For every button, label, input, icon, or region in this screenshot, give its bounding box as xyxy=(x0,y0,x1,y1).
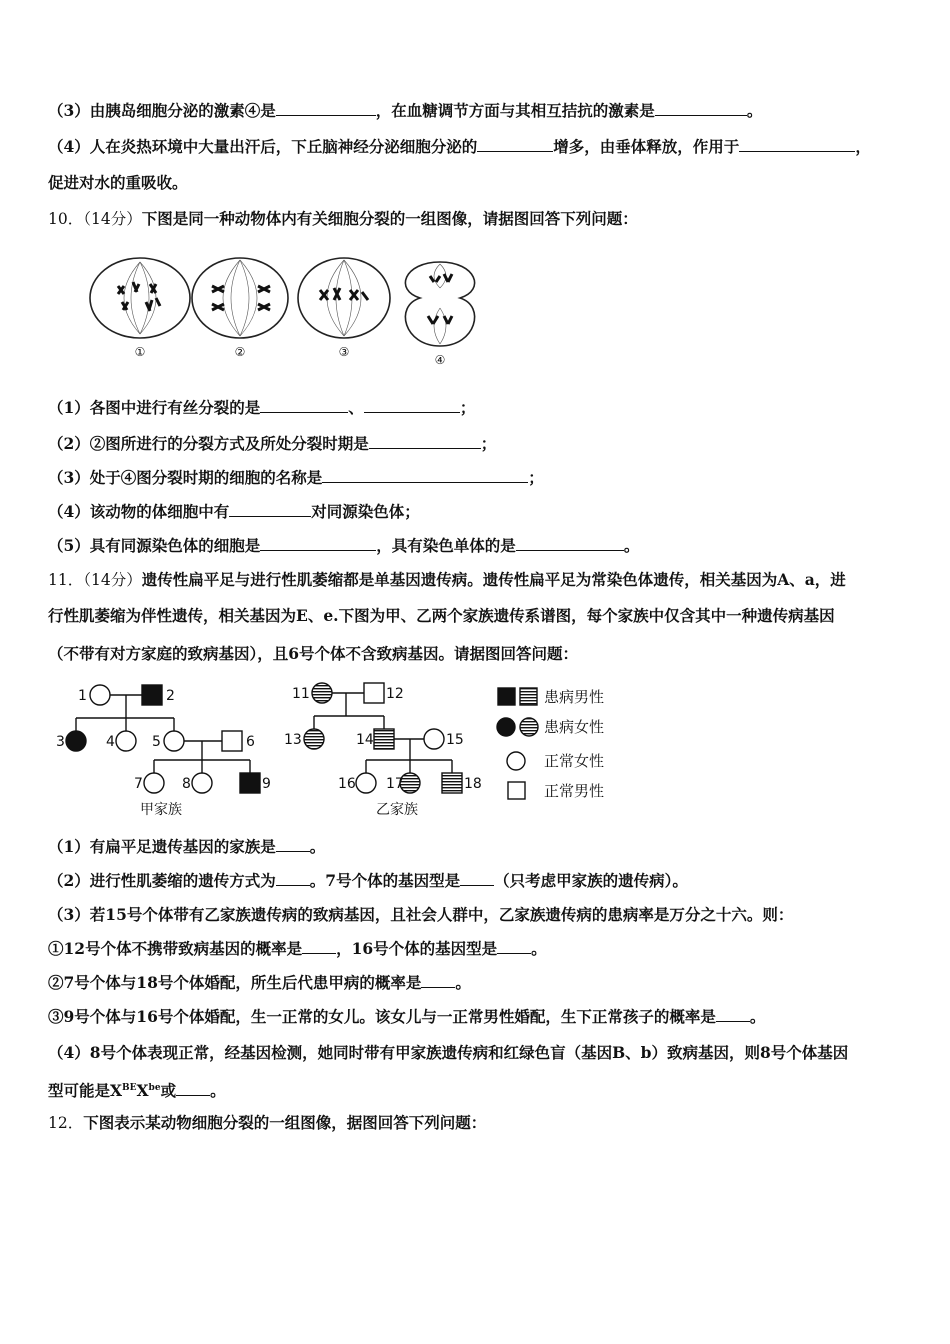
q10-sub5-text-c: 。 xyxy=(623,536,640,555)
q12-stem xyxy=(48,1112,910,1134)
individual-5 xyxy=(164,731,184,751)
answer-blank[interactable] xyxy=(497,938,531,954)
cell-3 xyxy=(298,258,390,338)
q9-part3 xyxy=(48,100,910,122)
legend-affected-female-solid xyxy=(497,718,515,736)
q9-part3-text-a: （3）由胰岛细胞分泌的激素④是 xyxy=(48,101,276,120)
id-label-4: 4 xyxy=(106,734,115,750)
answer-blank[interactable] xyxy=(739,136,855,152)
q10-sub1-text-a: （1）各图中进行有丝分裂的是 xyxy=(48,398,261,417)
q11-sub2-text-c: （只考虑甲家族的遗传病）。 xyxy=(494,871,688,890)
q9-part4-cont: 促进对水的重吸收。 xyxy=(48,173,188,192)
id-label-9: 9 xyxy=(262,776,271,792)
q11-sub1-text-a: （1）有扁平足遗传基因的家族是 xyxy=(48,837,276,856)
q10-sub1-text-c: ； xyxy=(459,398,476,417)
q11-sub3-2-text-b: 。 xyxy=(455,973,471,992)
q11-sub2 xyxy=(48,870,910,892)
id-label-1: 1 xyxy=(78,688,87,704)
answer-blank[interactable] xyxy=(421,972,455,988)
q11-sub2-text-b: 。7号个体的基因型是 xyxy=(309,871,461,890)
cell-label-4: ④ xyxy=(434,353,446,367)
q11-sub3-1-text-b: ，16号个体的基因型是 xyxy=(336,939,498,958)
q10-sub3-text-a: （3）处于④图分裂时期的细胞的名称是 xyxy=(48,468,323,487)
q11-sub4-line1: （4）8号个体表现正常，经基因检测，她同时带有甲家族遗传病和红绿色盲（基因B、b）致病基因，则8号个体基因 xyxy=(48,1043,849,1062)
id-label-17: 17 xyxy=(386,776,404,792)
q11-sub3-2-text-a: ②7号个体与18号个体婚配，所生后代患甲病的概率是 xyxy=(48,973,422,992)
answer-blank[interactable] xyxy=(477,136,553,152)
legend-label-normal-female: 正常女性 xyxy=(544,752,605,770)
legend-normal-female xyxy=(507,752,525,770)
id-label-11: 11 xyxy=(292,686,310,702)
legend-label-normal-male: 正常男性 xyxy=(544,782,605,800)
answer-blank[interactable] xyxy=(322,467,528,483)
q10-sub2-text-b: ； xyxy=(480,434,497,453)
q11-sub3-3 xyxy=(48,1006,910,1028)
individual-4 xyxy=(116,731,136,751)
individual-11 xyxy=(312,683,332,703)
q10-sub3-text-b: ； xyxy=(528,468,544,487)
answer-blank[interactable] xyxy=(260,397,348,413)
answer-blank[interactable] xyxy=(276,836,310,852)
individual-18 xyxy=(442,773,462,793)
q10-sub1-text-b: 、 xyxy=(348,398,364,417)
id-label-2: 2 xyxy=(166,688,175,704)
q11-sub3: （3）若15号个体带有乙家族遗传病的致病基因，且社会人群中，乙家族遗传病的患病率是万分之十六。则： xyxy=(48,905,794,924)
individual-9 xyxy=(240,773,260,793)
q10-sub1 xyxy=(48,397,910,419)
legend-affected-male-solid xyxy=(498,688,515,705)
answer-blank[interactable] xyxy=(516,535,624,551)
q10-sub5-text-a: （5）具有同源染色体的细胞是 xyxy=(48,536,261,555)
family-b-label: 乙家族 xyxy=(376,802,418,818)
legend-affected-female-striped xyxy=(520,718,538,736)
id-label-16: 16 xyxy=(338,776,356,792)
q10-sub2 xyxy=(48,433,910,455)
q9-part3-text-b: ，在血糖调节方面与其相互拮抗的激素是 xyxy=(375,101,655,120)
question-number: 12． xyxy=(48,1114,84,1132)
q11-sub3-3-text-a: ③9号个体与16号个体婚配，生一正常的女儿。该女儿与一正常男性婚配，生下正常孩子的概率是 xyxy=(48,1007,716,1026)
q11-sub3-3-text-b: 。 xyxy=(749,1007,766,1026)
q10-sub4-text-a: （4）该动物的体细胞中有 xyxy=(48,502,230,521)
individual-8 xyxy=(192,773,212,793)
q10-sub5 xyxy=(48,535,910,557)
q11-sub3-1 xyxy=(48,938,910,960)
answer-blank[interactable] xyxy=(276,100,376,116)
cell-2 xyxy=(192,258,288,338)
answer-blank[interactable] xyxy=(276,870,310,886)
q12-stem-text: 下图表示某动物细胞分裂的一组图像，据图回答下列问题： xyxy=(83,1113,487,1132)
q9-part4-text-c: ， xyxy=(855,137,871,156)
individual-16 xyxy=(356,773,376,793)
answer-blank[interactable] xyxy=(229,501,311,517)
q10-sub2-text-a: （2）②图所进行的分裂方式及所处分裂时期是 xyxy=(48,434,369,453)
allele-superscript: BE xyxy=(122,1083,137,1093)
q11-stem-line3: （不带有对方家庭的致病基因），且6号个体不含致病基因。请据图回答问题： xyxy=(48,644,579,663)
id-label-13: 13 xyxy=(284,732,302,748)
pedigree-figure xyxy=(54,676,614,826)
individual-2 xyxy=(142,685,162,705)
q10-sub5-text-b: ，具有染色单体的是 xyxy=(376,536,516,555)
legend-normal-male xyxy=(508,782,525,799)
q9-part4-text-b: 增多，由垂体释放，作用于 xyxy=(553,137,740,156)
q10-sub4-text-b: 对同源染色体； xyxy=(311,502,420,521)
legend-label-affected-male: 患病男性 xyxy=(544,688,605,706)
q11-stem-text-1: 遗传性扁平足与进行性肌萎缩都是单基因遗传病。遗传性扁平足为常染色体遗传，相关基因为A、a，进 xyxy=(141,570,846,589)
individual-12 xyxy=(364,683,384,703)
cell-4 xyxy=(405,262,474,346)
id-label-12: 12 xyxy=(386,686,404,702)
question-number: 11．（14分） xyxy=(48,571,142,589)
q10-stem xyxy=(48,208,910,230)
q11-sub2-text-a: （2）进行性肌萎缩的遗传方式为 xyxy=(48,871,276,890)
legend-affected-male-striped xyxy=(520,688,537,705)
q10-stem-text: 下图是同一种动物体内有关细胞分裂的一组图像，请据图回答下列问题： xyxy=(141,209,638,228)
q11-sub3-1-text-a: ①12号个体不携带致病基因的概率是 xyxy=(48,939,303,958)
id-label-5: 5 xyxy=(152,734,161,750)
individual-13 xyxy=(304,729,324,749)
q11-sub1-text-b: 。 xyxy=(309,837,326,856)
answer-blank[interactable] xyxy=(302,938,336,954)
answer-blank[interactable] xyxy=(176,1080,210,1096)
answer-blank[interactable] xyxy=(716,1006,750,1022)
individual-7 xyxy=(144,773,164,793)
q11-sub4-text-b: 型可能是X xyxy=(48,1081,123,1101)
q10-sub3 xyxy=(48,467,910,489)
id-label-15: 15 xyxy=(446,732,464,748)
q10-sub4 xyxy=(48,501,910,523)
q9-part4-text-a: （4）人在炎热环境中大量出汗后，下丘脑神经分泌细胞分泌的 xyxy=(48,137,478,156)
id-label-7: 7 xyxy=(134,776,143,792)
individual-6 xyxy=(222,731,242,751)
id-label-8: 8 xyxy=(182,776,191,792)
individual-1 xyxy=(90,685,110,705)
q9-part4 xyxy=(48,136,910,158)
q11-stem-line2: 行性肌萎缩为伴性遗传，相关基因为E、e.下图为甲、乙两个家族遗传系谱图，每个家族中仅含其中一种遗传病基因 xyxy=(48,606,835,625)
legend-label-affected-female: 患病女性 xyxy=(544,718,605,736)
id-label-6: 6 xyxy=(246,734,255,750)
answer-blank[interactable] xyxy=(655,100,747,116)
cell-label-3: ③ xyxy=(338,345,350,359)
q9-part3-text-c: 。 xyxy=(746,101,763,120)
id-label-3: 3 xyxy=(56,734,65,750)
allele-superscript: be xyxy=(148,1083,161,1093)
q11-sub3-2 xyxy=(48,972,910,994)
q11-sub4-text-c: X xyxy=(136,1081,149,1101)
answer-blank[interactable] xyxy=(364,397,460,413)
q11-sub4-text-d: 或 xyxy=(160,1081,177,1101)
answer-blank[interactable] xyxy=(460,870,494,886)
q11-sub4-text-e: 。 xyxy=(210,1081,226,1101)
id-label-18: 18 xyxy=(464,776,482,792)
individual-3 xyxy=(66,731,86,751)
q11-sub3-1-text-c: 。 xyxy=(531,939,547,958)
id-label-14: 14 xyxy=(356,732,374,748)
q11-sub4-line2 xyxy=(48,1077,910,1102)
family-a-label: 甲家族 xyxy=(140,802,182,818)
individual-14 xyxy=(374,729,394,749)
q11-sub1 xyxy=(48,836,910,858)
answer-blank[interactable] xyxy=(369,433,481,449)
q11-stem-line1 xyxy=(48,569,910,591)
cell-division-figure xyxy=(88,250,488,372)
cell-1 xyxy=(90,258,190,338)
cell-label-2: ② xyxy=(234,345,246,359)
question-number: 10．（14分） xyxy=(48,210,142,228)
individual-15 xyxy=(424,729,444,749)
answer-blank[interactable] xyxy=(260,535,376,551)
cell-label-1: ① xyxy=(134,345,146,359)
